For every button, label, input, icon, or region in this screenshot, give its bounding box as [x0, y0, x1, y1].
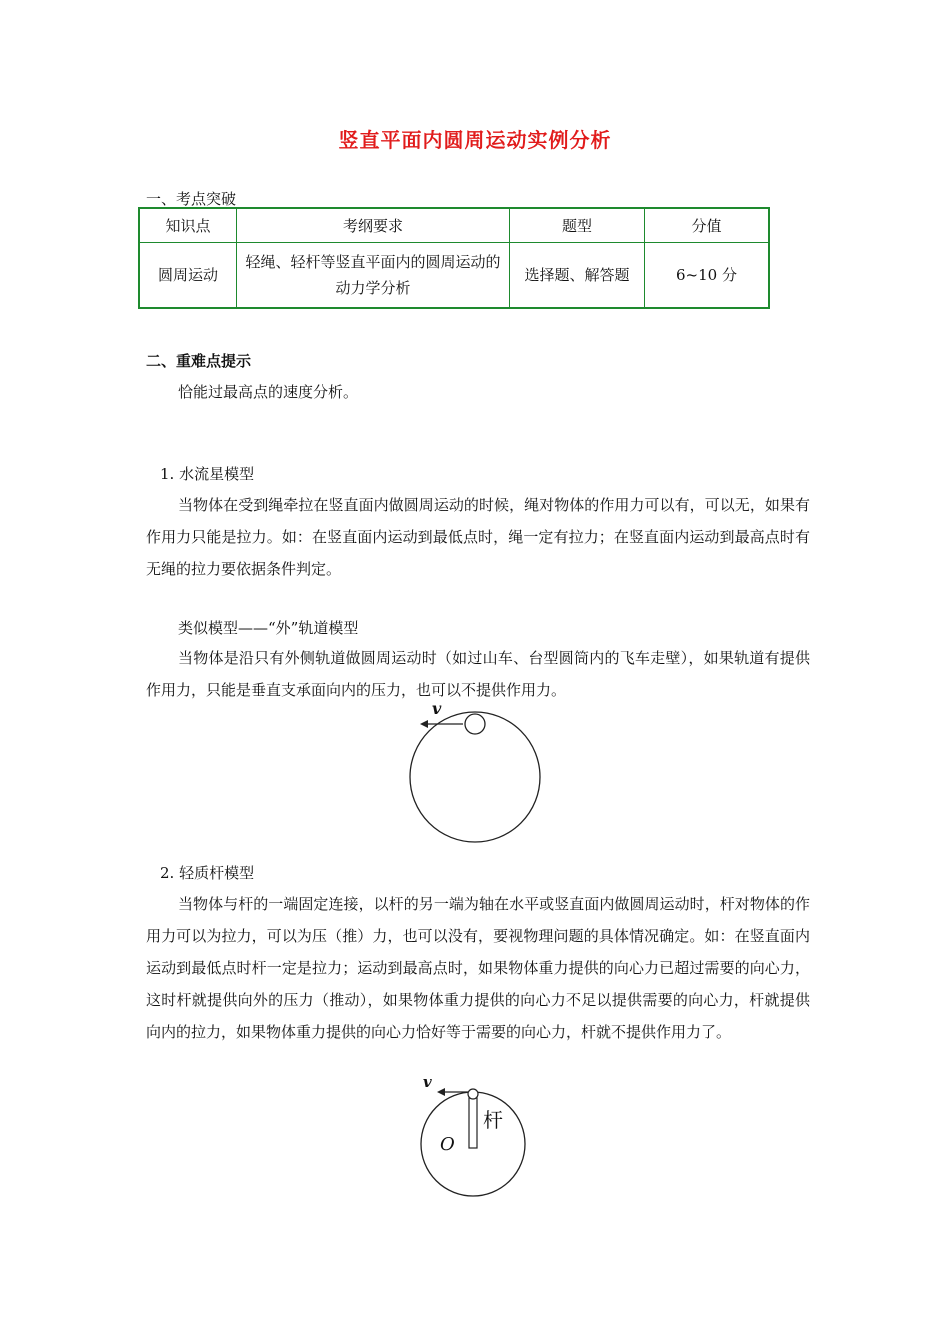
table-row — [139, 242, 769, 308]
velocity-label: v — [432, 699, 442, 718]
rod-model-figure — [415, 1072, 535, 1197]
page-title: 竖直平面内圆周运动实例分析 — [338, 128, 612, 152]
ball — [468, 1089, 478, 1099]
similar-model-paragraph: 当物体是沿只有外侧轨道做圆周运动时（如过山车、台型圆筒内的飞车走壁），如果轨道有提供作用力，只能是垂直支承面向内的压力，也可以不提供作用力。 — [146, 649, 810, 699]
model2-paragraph: 当物体与杆的一端固定连接，以杆的另一端为轴在水平或竖直面内做圆周运动时，杆对物体的作用力可以为拉力，可以为压（推）力，也可以没有，要视物理问题的具体情况确定。如：在竖直面内运动到最低点时杆一定是拉力；运动到最高点时，如果物体重力提供的向心力已超过需要的向心力，这时杆就提供向外的压力（推动），如果物体重力提供的向心力不足以提供需要的向心力，杆就提供向内的拉力，如果物体重力提供的向心力恰好等于需要的向心力，杆就不提供作用力了。 — [146, 895, 810, 1041]
table-header-cell: 分值 — [645, 208, 770, 242]
table-cell: 轻绳、轻杆等竖直平面内的圆周运动的动力学分析 — [237, 242, 510, 308]
model1-paragraph: 当物体在受到绳牵拉在竖直面内做圆周运动的时候，绳对物体的作用力可以有，可以无，如果有作用力只能是拉力。如：在竖直面内运动到最低点时，绳一定有拉力；在竖直面内运动到最高点时有无绳的拉力要依据条件判定。 — [146, 496, 810, 578]
rod — [469, 1098, 477, 1148]
center-label: O — [440, 1134, 455, 1155]
table-header-cell: 考纲要求 — [237, 208, 510, 242]
table-header-cell: 知识点 — [139, 208, 237, 242]
rod-label: 杆 — [483, 1108, 503, 1132]
outer-track-figure — [400, 700, 550, 845]
table-header-cell: 题型 — [510, 208, 645, 242]
table-cell: 选择题、解答题 — [510, 242, 645, 308]
key-points-table — [138, 207, 770, 309]
arrow-head-icon — [437, 1088, 445, 1096]
table-cell: 圆周运动 — [139, 242, 237, 308]
arrow-head-icon — [420, 720, 428, 728]
table-header-row — [139, 208, 769, 242]
velocity-label: v — [423, 1073, 432, 1091]
ball — [465, 714, 485, 734]
model1-heading: 1. 水流星模型 — [160, 465, 255, 483]
table-cell: 6~10 分 — [645, 242, 770, 308]
section2-heading: 二、重难点提示 — [146, 352, 252, 370]
model2-heading: 2. 轻质杆模型 — [160, 864, 255, 882]
section1-heading: 一、考点突破 — [146, 190, 237, 208]
section2-hint: 恰能过最高点的速度分析。 — [178, 383, 359, 401]
similar-model-heading: 类似模型——“外”轨道模型 — [178, 619, 359, 637]
